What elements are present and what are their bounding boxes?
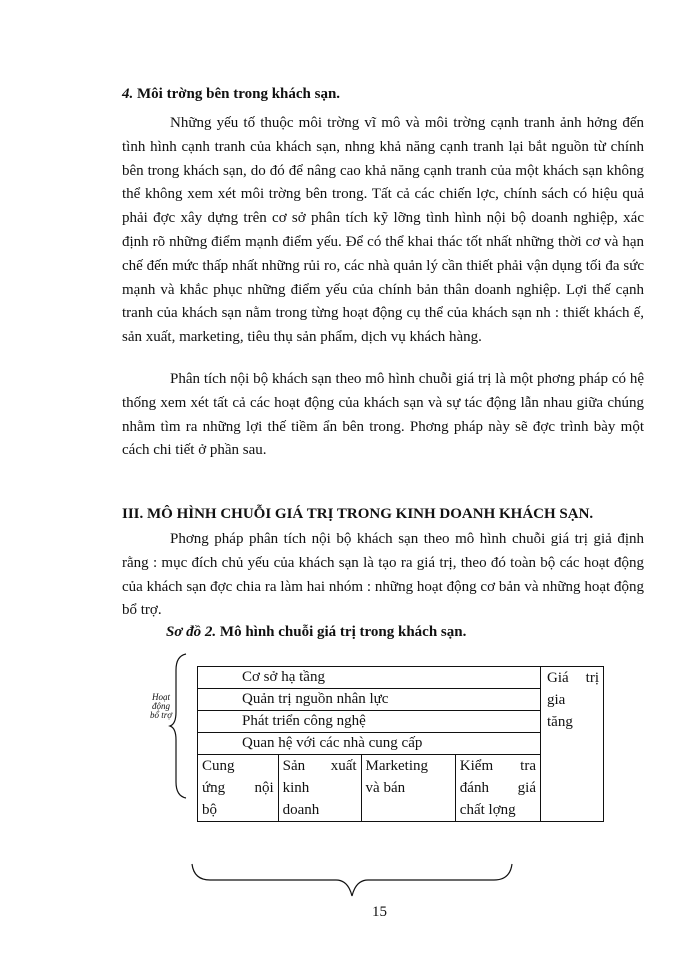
left-brace-icon — [168, 652, 190, 800]
primary-marketing-cell: Marketing và bán — [361, 755, 455, 822]
section-4-heading — [122, 86, 340, 103]
page-number: 15 — [372, 904, 387, 920]
figure-caption — [166, 624, 466, 641]
support-row-hr: Quản trị nguồn nhân lực — [198, 689, 541, 711]
primary-production-cell: Sản xuất kinh doanh — [278, 755, 361, 822]
figure-caption-title: Mô hình chuỗi giá trị trong khách sạn. — [219, 624, 467, 640]
bottom-brace-icon — [190, 858, 514, 900]
value-chain-diagram — [197, 666, 604, 822]
primary-quality-cell: Kiểm tra đánh giá chất lợng — [455, 755, 540, 822]
primary-supply-cell: Cung ứng nội bộ — [198, 755, 279, 822]
support-row-technology: Phát triển công nghệ — [198, 711, 541, 733]
paragraph-value-chain-method: Phơng pháp phân tích nội bộ khách sạn theo mô hình chuỗi giá trị giả định rằng : mục đích chủ yếu của khách sạn là tạo ra giá trị, theo đó toàn bộ các hoạt động của khách sạn đợc chia ra làm hai nhóm : những hoạt động cơ bản và những hoạt động bổ trợ. — [122, 531, 644, 619]
support-row-infrastructure: Cơ sở hạ tầng — [198, 667, 541, 689]
support-row-suppliers: Quan hệ với các nhà cung cấp — [198, 733, 541, 755]
support-activities-label: Hoạt động bổ trợ — [149, 692, 173, 720]
paragraph-internal-environment: Những yếu tố thuộc môi trờng vĩ mô và môi trờng cạnh tranh ảnh hởng đến tình hình cạnh tranh của khách sạn, nhng khả năng cạnh tranh lại bắt nguồn từ chính bên trong khách sạn, do đó để nâng cao khả năng cạnh tranh của một khách sạn không thể không xem xét môi trờng bên trong. Tất cả các chiến lợc, chính sách có hiệu quả phải đợc xây dựng trên cơ sở phân tích kỹ lỡng tình hình nội bộ doanh nghiệp, xác định rõ những điểm mạnh điểm yếu. Để có thể khai thác tốt nhất những thời cơ và hạn chế đến mức thấp nhất những rủi ro, các nhà quản lý cần thiết phải vận dụng tối đa sức mạnh và khắc phục những điểm yếu của chính bản thân doanh nghiệp. Lợi thế cạnh tranh của khách sạn nằm trong từng hoạt động cụ thể của khách sạn nh : thiết khách ế, sản xuất, marketing, tiêu thụ sản phẩm, dịch vụ khách hàng. — [122, 115, 644, 346]
paragraph-value-chain-analysis: Phân tích nội bộ khách sạn theo mô hình chuỗi giá trị là một phơng pháp có hệ thống xem xét tất cả các hoạt động của khách sạn và sự tác động lẫn nhau giữa chúng nhằm tìm ra những lợi thế tiềm ẩn bên trong. Phơng pháp này sẽ đợc trình bày một cách chi tiết ở phần sau. — [122, 371, 644, 459]
section-3-heading: III. MÔ HÌNH CHUỖI GIÁ TRỊ TRONG KINH DOANH KHÁCH SẠN. — [122, 506, 594, 522]
value-added-cell: Giá trị gia tăng — [541, 667, 604, 822]
section-4-title: Môi trờng bên trong khách sạn. — [137, 86, 341, 102]
section-4-number: 4. — [122, 86, 134, 102]
figure-caption-lead: Sơ đồ 2. — [166, 624, 217, 640]
